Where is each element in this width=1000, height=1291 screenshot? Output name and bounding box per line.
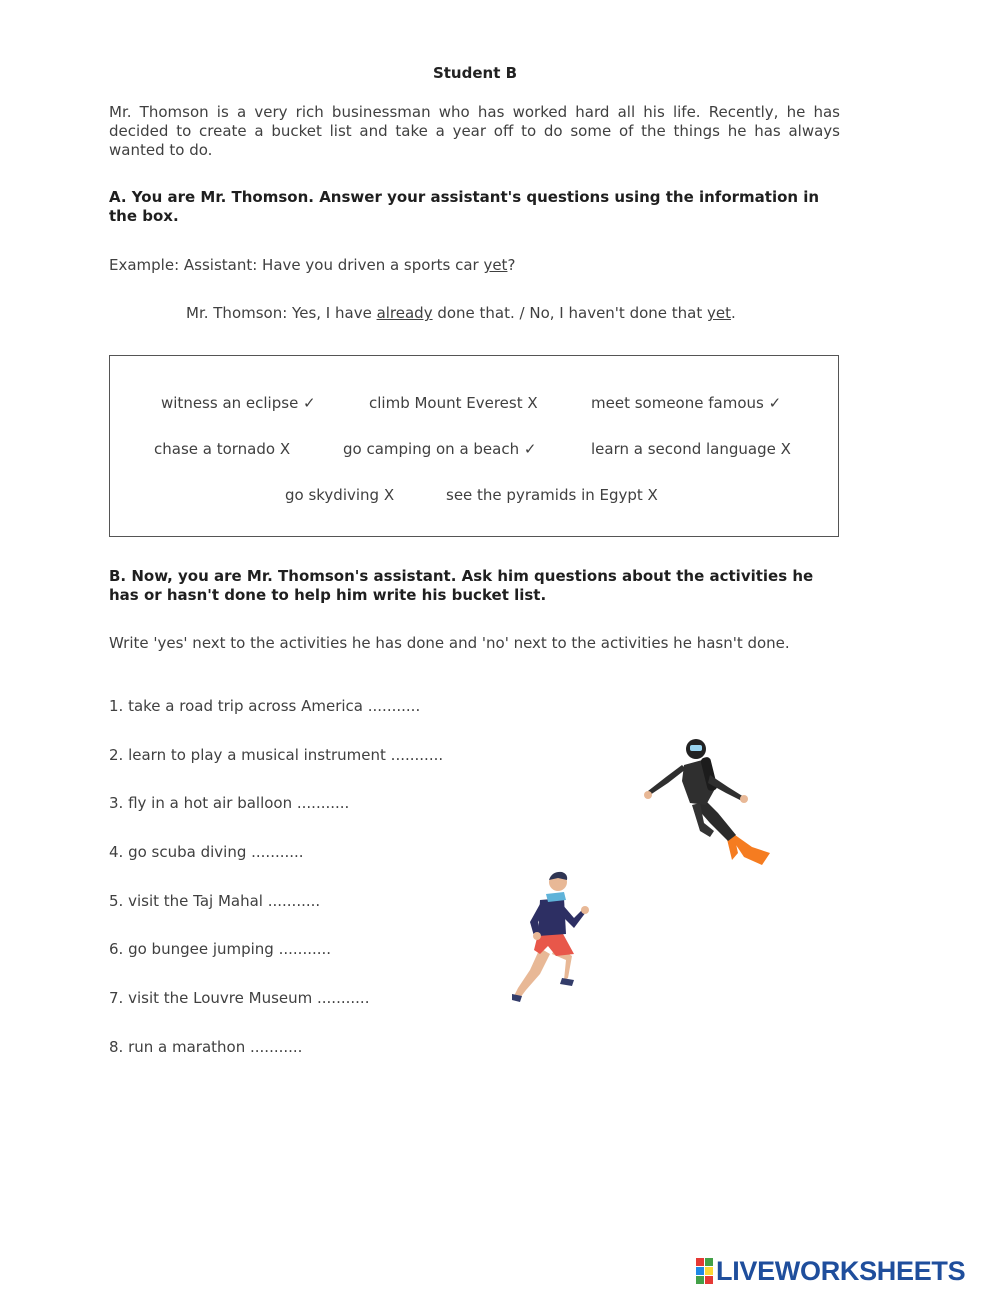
activity-item: chase a tornado X (154, 440, 291, 458)
activity-item: see the pyramids in Egypt X (446, 486, 658, 504)
example-prefix: Example: Assistant: Have you driven a sports car (109, 256, 484, 274)
list-item[interactable]: 5. visit the Taj Mahal ........... (109, 892, 321, 910)
example-line (109, 256, 515, 274)
section-b-heading: B. Now, you are Mr. Thomson's assistant. Ask him questions about the activities he has or hasn't done to help him write his bucket list. (109, 567, 814, 604)
activity-item: go camping on a beach ✓ (343, 440, 537, 458)
list-item[interactable]: 6. go bungee jumping ........... (109, 940, 332, 958)
logo-text: LIVEWORKSHEETS (716, 1255, 966, 1286)
page-title: Student B (432, 64, 518, 82)
logo-squares-icon (696, 1258, 713, 1284)
answer-already: already (376, 304, 433, 322)
list-item[interactable]: 7. visit the Louvre Museum ........... (109, 989, 370, 1007)
section-b-instruction: Write 'yes' next to the activities he has done and 'no' next to the activities he hasn't done. (109, 634, 790, 652)
list-item[interactable]: 1. take a road trip across America ........... (109, 697, 421, 715)
activity-item: learn a second language X (591, 440, 791, 458)
answer-end: . (731, 304, 736, 322)
runner-illustration (510, 870, 600, 1005)
list-item[interactable]: 2. learn to play a musical instrument ........... (109, 746, 444, 764)
answer-yet: yet (707, 304, 732, 322)
activity-item: go skydiving X (285, 486, 395, 504)
activity-item: climb Mount Everest X (369, 394, 538, 412)
example-answer (186, 304, 736, 322)
answer-mid: done that. / No, I haven't done that (432, 304, 708, 322)
intro-paragraph: Mr. Thomson is a very rich businessman who has worked hard all his life. Recently, he has decided to create a bucket list and take a year off to do some of the things he has always wanted to do. (109, 103, 840, 159)
section-a-heading: A. You are Mr. Thomson. Answer your assistant's questions using the information in the box. (109, 188, 820, 225)
list-item[interactable]: 3. fly in a hot air balloon ........... (109, 794, 350, 812)
answer-prefix: Mr. Thomson: Yes, I have (186, 304, 377, 322)
list-item[interactable]: 4. go scuba diving ........... (109, 843, 304, 861)
activity-item: meet someone famous ✓ (591, 394, 782, 412)
list-item[interactable]: 8. run a marathon ........... (109, 1038, 303, 1056)
activity-item: witness an eclipse ✓ (161, 394, 316, 412)
scuba-diver-illustration (640, 735, 780, 870)
example-end: ? (507, 256, 516, 274)
example-yet: yet (483, 256, 508, 274)
liveworksheets-logo (696, 1256, 965, 1286)
